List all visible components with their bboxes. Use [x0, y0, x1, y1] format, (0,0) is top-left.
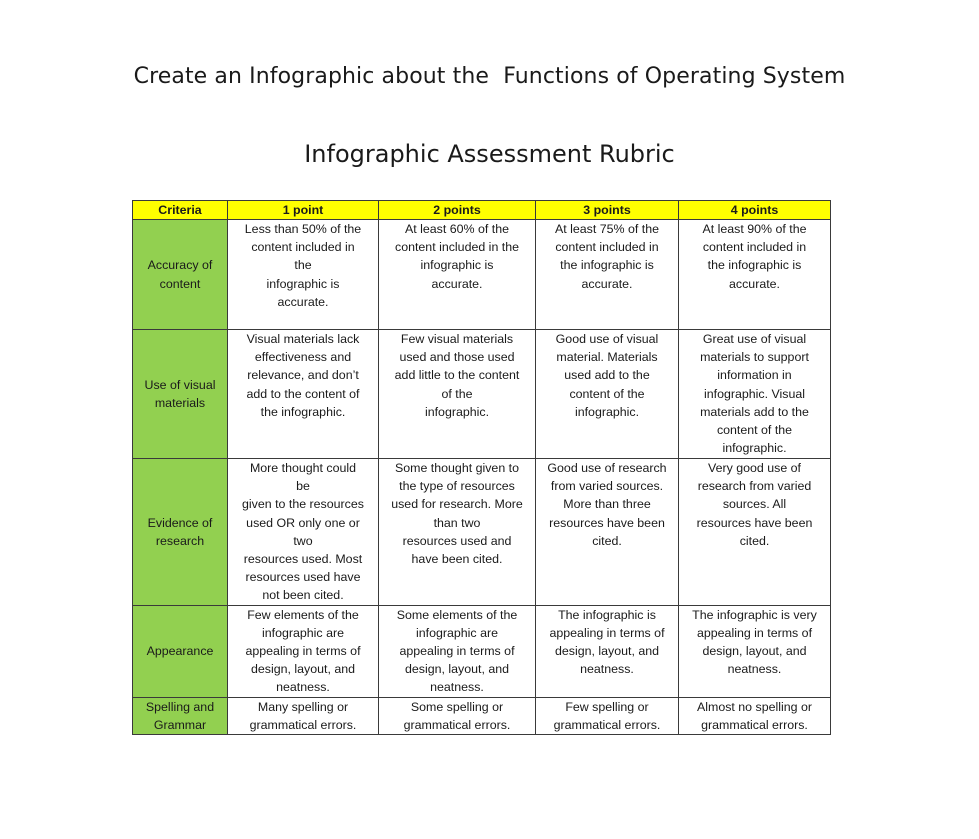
score-cell: Some elements of the infographic are appealing in terms of design, layout, and neatness. — [379, 605, 536, 697]
header-4-points: 4 points — [679, 201, 831, 220]
score-cell: Some spelling or grammatical errors. — [379, 697, 536, 734]
score-cell: Less than 50% of the content included in the infographic is accurate. — [228, 220, 379, 330]
table-row — [133, 697, 831, 734]
page-heading: Create an Infographic about the Functions of Operating System — [133, 64, 846, 89]
score-cell: At least 75% of the content included in the infographic is accurate. — [536, 220, 679, 330]
score-cell: Very good use of research from varied sources. All resources have been cited. — [679, 459, 831, 606]
criteria-cell: Appearance — [133, 605, 228, 697]
criteria-cell: Accuracy of content — [133, 220, 228, 330]
header-criteria: Criteria — [133, 201, 228, 220]
criteria-cell: Spelling and Grammar — [133, 697, 228, 734]
score-cell: The infographic is very appealing in terms of design, layout, and neatness. — [679, 605, 831, 697]
score-cell: Almost no spelling or grammatical errors. — [679, 697, 831, 734]
score-cell: Good use of research from varied sources. More than three resources have been cited. — [536, 459, 679, 606]
header-3-points: 3 points — [536, 201, 679, 220]
table-row — [133, 459, 831, 606]
table-row — [133, 220, 831, 330]
header-2-points: 2 points — [379, 201, 536, 220]
table-row — [133, 330, 831, 459]
score-cell: Good use of visual material. Materials used add to the content of the infographic. — [536, 330, 679, 459]
header-row — [133, 201, 831, 220]
score-cell: Some thought given to the type of resources used for research. More than two resources used and have been cited. — [379, 459, 536, 606]
table-row — [133, 605, 831, 697]
criteria-cell: Evidence of research — [133, 459, 228, 606]
score-cell: At least 60% of the content included in the infographic is accurate. — [379, 220, 536, 330]
criteria-cell: Use of visual materials — [133, 330, 228, 459]
header-1-point: 1 point — [228, 201, 379, 220]
score-cell: The infographic is appealing in terms of design, layout, and neatness. — [536, 605, 679, 697]
score-cell: Few elements of the infographic are appealing in terms of design, layout, and neatness. — [228, 605, 379, 697]
score-cell: Great use of visual materials to support information in infographic. Visual materials add to the content of the infographic. — [679, 330, 831, 459]
score-cell: Few visual materials used and those used add little to the content of the infographic. — [379, 330, 536, 459]
rubric-title: Infographic Assessment Rubric — [304, 140, 675, 168]
rubric-table — [132, 200, 831, 735]
score-cell: At least 90% of the content included in the infographic is accurate. — [679, 220, 831, 330]
score-cell: Many spelling or grammatical errors. — [228, 697, 379, 734]
score-cell: Few spelling or grammatical errors. — [536, 697, 679, 734]
score-cell: Visual materials lack effectiveness and relevance, and don’t add to the content of the infographic. — [228, 330, 379, 459]
score-cell: More thought could be given to the resources used OR only one or two resources used. Most resources used have not been cited. — [228, 459, 379, 606]
